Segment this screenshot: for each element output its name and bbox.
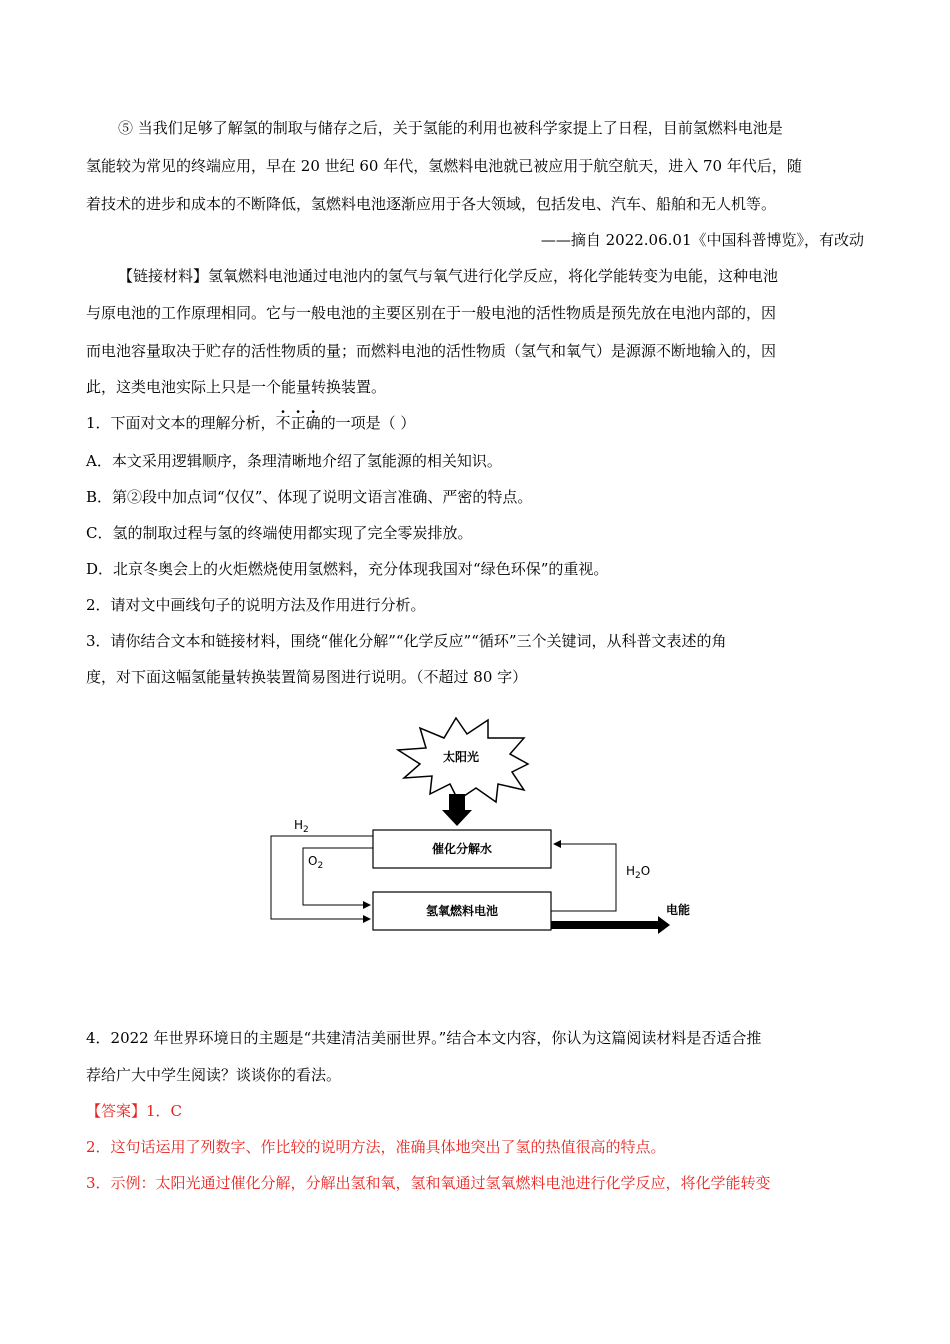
question-1-prefix: 1．下面对文本的理解分析， — [86, 414, 276, 432]
fuel-cell-box-label: 氢氧燃料电池 — [425, 904, 499, 918]
question-4-line-2: 荐给广大中学生阅读？谈谈你的看法。 — [86, 1066, 342, 1084]
para5-line-3: 着技术的进步和成本的不断降低，氢燃料电池逐渐应用于各大领域，包括发电、汽车、船舶和无人机等。 — [86, 195, 777, 213]
hydrogen-energy-diagram — [262, 714, 702, 944]
output-label: 电能 — [666, 903, 691, 917]
catalysis-box-label: 催化分解水 — [431, 842, 493, 856]
down-arrow-icon — [442, 794, 472, 826]
answer-3: 3．示例：太阳光通过催化分解，分解出氢和氧，氢和氧通过氢氧燃料电池进行化学反应，将化学能转变 — [86, 1174, 771, 1192]
option-b: B．第②段中加点词“仅仅”、体现了说明文语言准确、严密的特点。 — [86, 488, 533, 506]
emphasis-char: 正 — [290, 414, 306, 432]
question-1 — [86, 412, 866, 434]
option-c: C．氢的制取过程与氢的终端使用都实现了完全零炭排放。 — [86, 524, 473, 542]
question-1-suffix: 的一项是（ ） — [320, 414, 416, 432]
h2o-flow-line — [551, 844, 616, 911]
answer-2: 2．这句话运用了列数字、作比较的说明方法，准确具体地突出了氢的热值很高的特点。 — [86, 1138, 666, 1156]
h2o-label: $H_2O$ — [626, 864, 651, 881]
link-material-line-2: 与原电池的工作原理相同。它与一般电池的主要区别在于一般电池的活性物质是预先放在电池内部的，因 — [86, 304, 777, 322]
emphasis-char: 不 — [275, 414, 291, 432]
link-material-line-1: 【链接材料】氢氧燃料电池通过电池内的氢气与氧气进行化学反应，将化学能转变为电能，这种电池 — [118, 267, 779, 285]
para5-line-1: ⑤ 当我们足够了解氢的制取与储存之后，关于氢能的利用也被科学家提上了日程，目前氢燃料电池是 — [118, 119, 783, 137]
output-arrow-icon — [551, 916, 670, 934]
question-3-line-2: 度，对下面这幅氢能量转换装置简易图进行说明。（不超过 80 字） — [86, 668, 528, 686]
question-4-line-1: 4．2022 年世界环境日的主题是“共建清洁美丽世界。”结合本文内容，你认为这篇阅读材料是否适合推 — [86, 1029, 762, 1047]
emphasis-char: 确 — [305, 414, 321, 432]
para5-line-2: 氢能较为常见的终端应用，早在 20 世纪 60 年代，氢燃料电池就已被应用于航空航天，进入 70 年代后，随 — [86, 157, 802, 175]
option-d: D．北京冬奥会上的火炬燃烧使用氢燃料，充分体现我国对“绿色环保”的重视。 — [86, 560, 609, 578]
question-2: 2．请对文中画线句子的说明方法及作用进行分析。 — [86, 596, 426, 614]
h2-label: $H_2$ — [294, 818, 309, 835]
o2-label: $O_2$ — [308, 854, 324, 871]
source-citation: ——摘自 2022.06.01《中国科普博览》，有改动 — [540, 231, 864, 249]
question-3-line-1: 3．请你结合文本和链接材料，围绕“催化分解”“化学反应”“循环”三个关键词，从科普文表述的角 — [86, 632, 727, 650]
option-a: A．本文采用逻辑顺序，条理清晰地介绍了氢能源的相关知识。 — [86, 452, 502, 470]
answer-1-text: 1．C — [146, 1102, 183, 1120]
sun-label: 太阳光 — [442, 750, 480, 764]
answer-1 — [86, 1100, 866, 1122]
link-material-line-3: 而电池容量取决于贮存的活性物质的量；而燃料电池的活性物质（氢气和氧气）是源源不断地输入的，因 — [86, 342, 777, 360]
link-material-line-4: 此，这类电池实际上只是一个能量转换装置。 — [86, 378, 387, 396]
answer-tag: 【答案】 — [86, 1102, 147, 1120]
